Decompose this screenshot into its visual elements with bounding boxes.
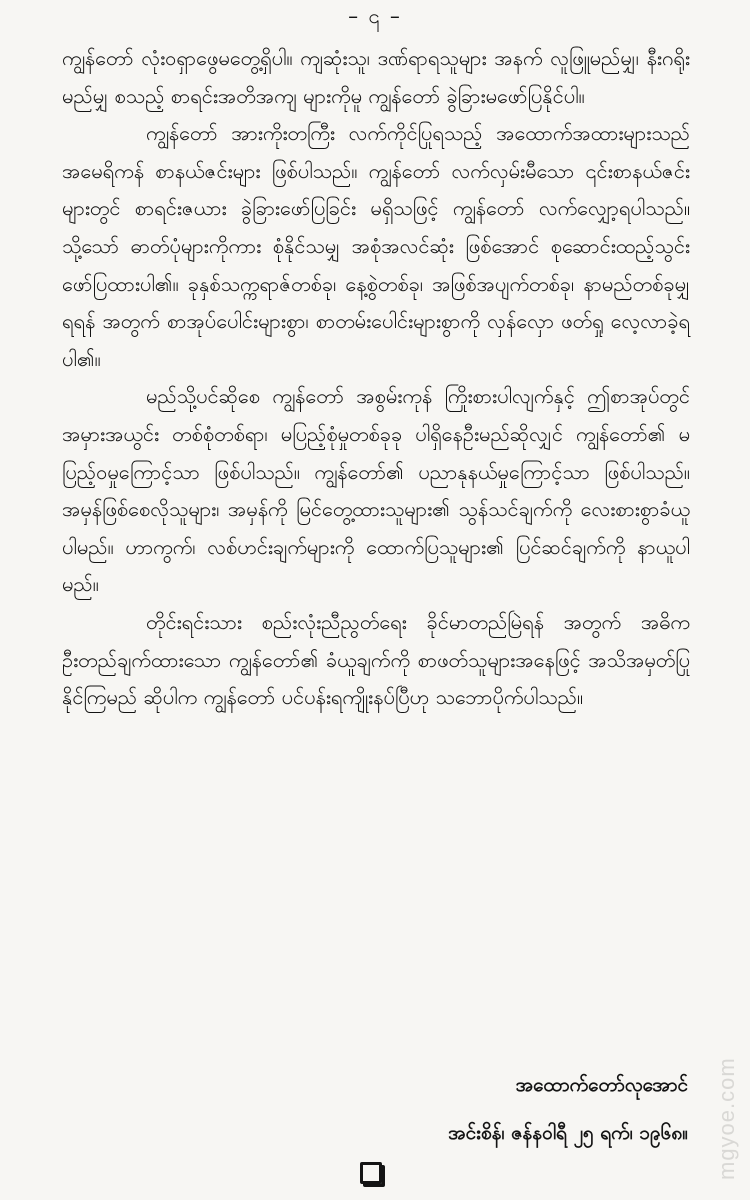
signature-date: အင်းစိန်၊ ဇန်နဝါရီ ၂၅ ရက်၊ ၁၉၆၈။ (448, 1122, 688, 1144)
paragraph-1: ကျွန်တော် လုံးဝရှာဖွေမတွေ့ရှိပါ။ ကျဆုံးသူ၊ ဒဏ်ရာရသူများ အနက် လူဖြူမည်မျှ၊ နီးဂရိုးမည်မျှ စသည့် စာရင်းအတိအကျ များကိုမူ ကျွန်တော် ခွဲခြားမဖော်ပြနိုင်ပါ။ (62, 46, 690, 108)
paragraph-2: ကျွန်တော် အားကိုးတကြီး လက်ကိုင်ပြုရသည့် အထောက်အထားများသည် အမေရိကန် စာနယ်ဇင်းများ ဖြစ်ပါသည်။ ကျွန်တော် လက်လှမ်းမီသော ၎င်းစာနယ်ဇင်းများတွင် စာရင်းဇယား ခွဲခြားဖော်ပြခြင်း မရှိသဖြင့် ကျွန်တော် လက်လျှော့ရပါသည်။ သို့သော် ဓာတ်ပုံများကိုကား စုံနိုင်သမျှ အစုံအလင်ဆုံး ဖြစ်အောင် စုဆောင်းထည့်သွင်း ဖော်ပြထားပါ၏။ ခုနှစ်သက္ကရာဇ်တစ်ခု၊ နေ့စွဲတစ်ခု၊ အဖြစ်အပျက်တစ်ခု၊ နာမည်တစ်ခုမျှ ရရန် အတွက် စာအုပ်ပေါင်းများစွာ၊ စာတမ်းပေါင်းများစွာကို လှန်လှော ဖတ်ရှု လေ့လာခဲ့ရပါ၏။ (62, 121, 690, 371)
end-square-icon (360, 1162, 382, 1184)
watermark: mgyoe.com (714, 1057, 739, 1180)
paragraph-4: တိုင်းရင်းသား စည်းလုံးညီညွတ်ရေး ခိုင်မာတည်မြဲရန် အတွက် အဓိက ဦးတည်ချက်ထားသော ကျွန်တော်၏ ခံယူချက်ကို စာဖတ်သူများအနေဖြင့် အသိအမှတ်ပြုနိုင်ကြမည် ဆိုပါက ကျွန်တော် ပင်ပန်းရကျိုးနပ်ပြီဟု သဘောပိုက်ပါသည်။ (62, 609, 690, 710)
paragraph-3: မည်သို့ပင်ဆိုစေ ကျွန်တော် အစွမ်းကုန် ကြိုးစားပါလျက်နှင့် ဤစာအုပ်တွင် အမှားအယွင်း တစ်စုံတစ်ရာ၊ မပြည့်စုံမှုတစ်ခုခု ပါရှိနေဦးမည်ဆိုလျှင် ကျွန်တော်၏ မပြည့်ဝမှုကြောင့်သာ ဖြစ်ပါသည်။ ကျွန်တော်၏ ပညာနုနယ်မှုကြောင့်သာ ဖြစ်ပါသည်။ အမှန်ဖြစ်စေလိုသူများ၊ အမှန်ကို မြင်တွေ့ထားသူများ၏ သွန်သင်ချက်ကို လေးစားစွာခံယူပါမည်။ ဟာကွက်၊ လစ်ဟင်းချက်များကို ထောက်ပြသူများ၏ ပြင်ဆင်ချက်ကို နာယူပါမည်။ (62, 384, 690, 597)
body-text (62, 40, 690, 717)
page-number: – ၎ – (348, 4, 402, 28)
author-signature: အထောက်တော်လုအောင် (515, 1074, 688, 1096)
